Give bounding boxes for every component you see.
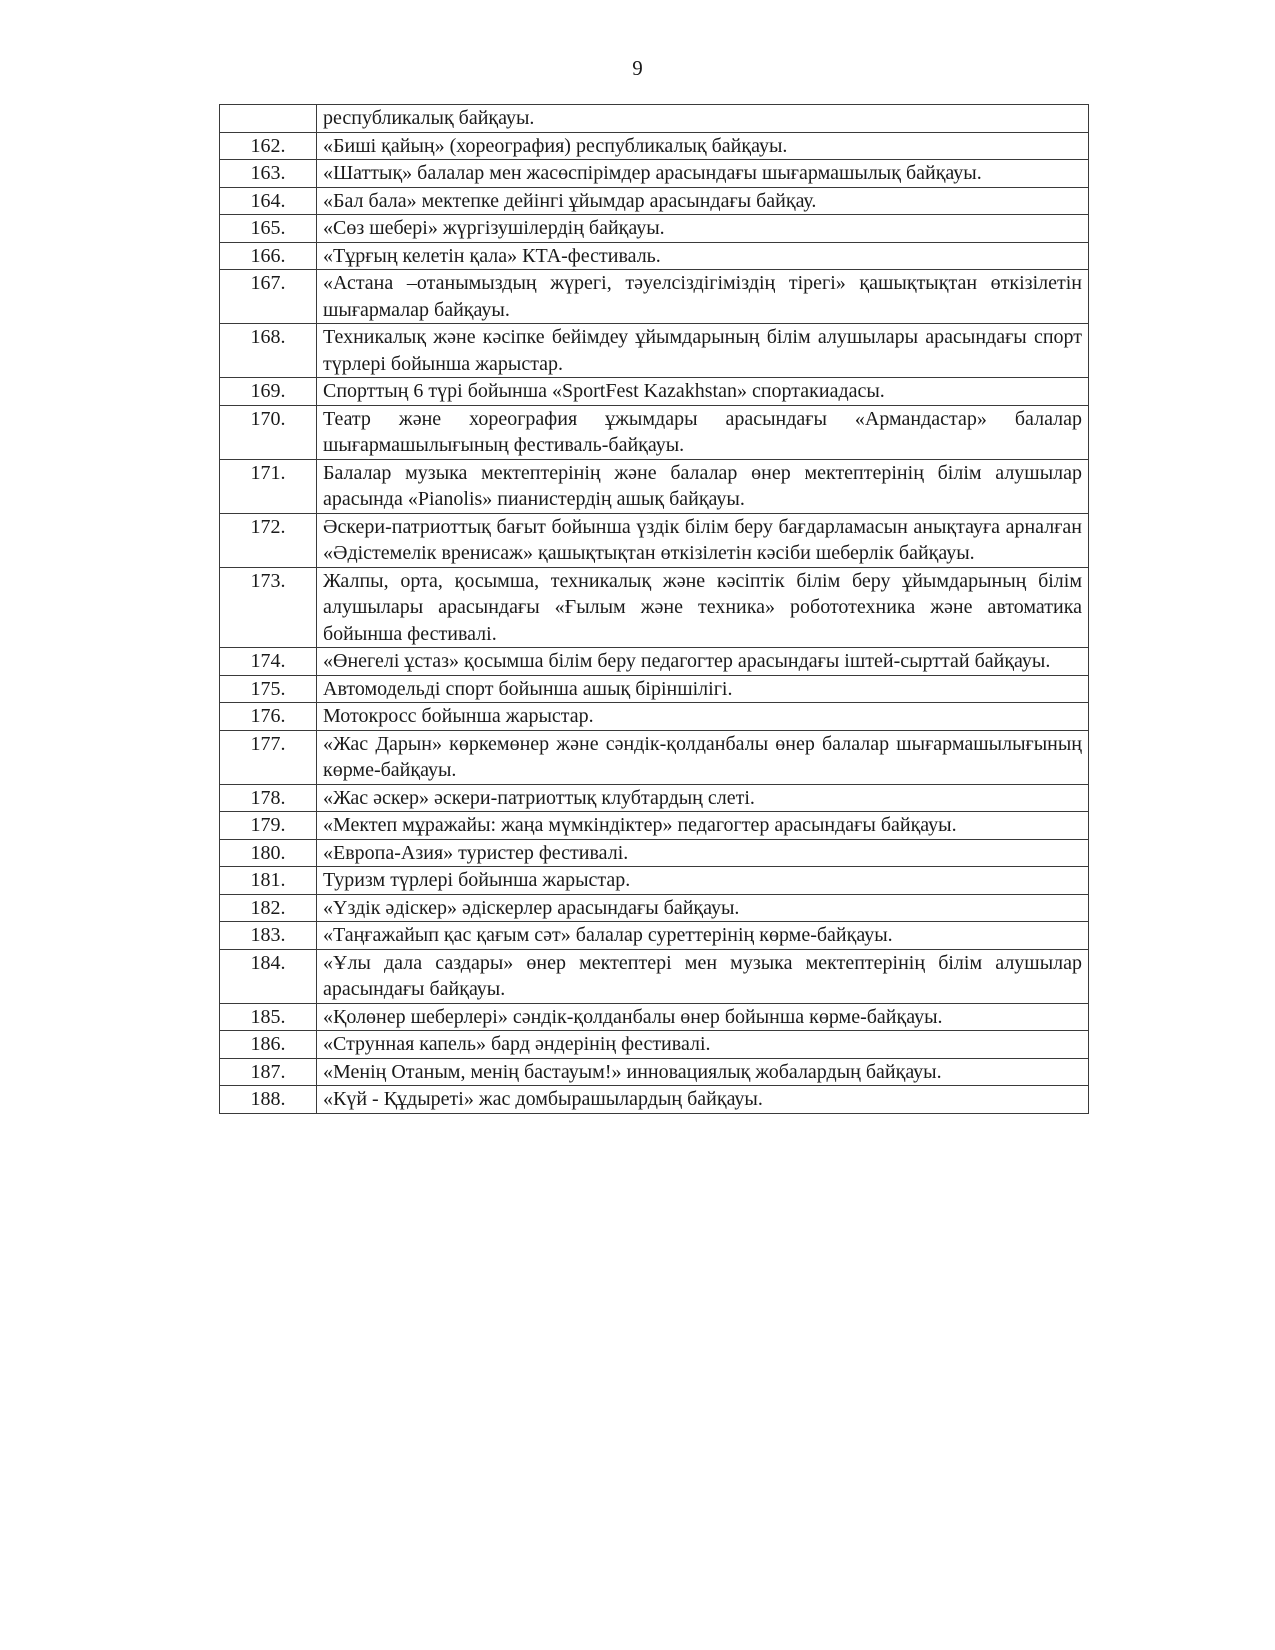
event-title: «Ұлы дала саздары» өнер мектептері мен музыка мектептерінің білім алушылар арасындағы байқауы.: [317, 949, 1089, 1003]
event-title: «Европа-Азия» туристер фестивалі.: [317, 839, 1089, 867]
row-number: 179.: [220, 812, 317, 840]
table-row: [220, 405, 1089, 459]
row-number: 165.: [220, 215, 317, 243]
row-number: 168.: [220, 324, 317, 378]
row-number: 174.: [220, 648, 317, 676]
event-title: Балалар музыка мектептерінің және балалар өнер мектептерінің білім алушылар арасында «Pianolis» пианистердің ашық байқауы.: [317, 459, 1089, 513]
table-row: [220, 1058, 1089, 1086]
event-title: «Струнная капель» бард әндерінің фестивалі.: [317, 1031, 1089, 1059]
table-row: [220, 324, 1089, 378]
event-title: «Жас Дарын» көркемөнер және сәндік-қолданбалы өнер балалар шығармашылығының көрме-байқауы.: [317, 730, 1089, 784]
event-title: Туризм түрлері бойынша жарыстар.: [317, 867, 1089, 895]
row-number: 171.: [220, 459, 317, 513]
table-row: [220, 730, 1089, 784]
event-title: «Шаттық» балалар мен жасөспірімдер арасындағы шығармашылық байқауы.: [317, 160, 1089, 188]
row-number: 181.: [220, 867, 317, 895]
table-row: [220, 839, 1089, 867]
table-row: [220, 567, 1089, 648]
table-row: [220, 459, 1089, 513]
row-number: 180.: [220, 839, 317, 867]
event-title: «Өнегелі ұстаз» қосымша білім беру педагогтер арасындағы іштей-сырттай байқауы.: [317, 648, 1089, 676]
table-row: [220, 187, 1089, 215]
event-title: Техникалық және кәсіпке бейімдеу ұйымдарының білім алушылары арасындағы спорт түрлері бойынша жарыстар.: [317, 324, 1089, 378]
row-number: 163.: [220, 160, 317, 188]
row-number: 166.: [220, 242, 317, 270]
event-title: Театр және хореография ұжымдары арасындағы «Армандастар» балалар шығармашылығының фестиваль-байқауы.: [317, 405, 1089, 459]
row-number: 173.: [220, 567, 317, 648]
row-number: 164.: [220, 187, 317, 215]
row-number: 175.: [220, 675, 317, 703]
event-title: Әскери-патриоттық бағыт бойынша үздік білім беру бағдарламасын анықтауға арналған «Әдістемелік вренисаж» қашықтықтан өткізілетін кәсіби шеберлік байқауы.: [317, 513, 1089, 567]
events-table: [219, 104, 1089, 1114]
table-row: [220, 648, 1089, 676]
row-number: 167.: [220, 270, 317, 324]
row-number: 186.: [220, 1031, 317, 1059]
table-row: [220, 703, 1089, 731]
row-number: 187.: [220, 1058, 317, 1086]
row-number: [220, 105, 317, 133]
row-number: 185.: [220, 1003, 317, 1031]
table-row: [220, 105, 1089, 133]
event-title: «Сөз шебері» жүргізушілердің байқауы.: [317, 215, 1089, 243]
table-row: [220, 160, 1089, 188]
event-title: Мотокросс бойынша жарыстар.: [317, 703, 1089, 731]
row-number: 182.: [220, 894, 317, 922]
event-title: республикалық байқауы.: [317, 105, 1089, 133]
event-title: «Күй - Құдыреті» жас домбырашылардың байқауы.: [317, 1086, 1089, 1114]
row-number: 188.: [220, 1086, 317, 1114]
events-table-body: [220, 105, 1089, 1114]
row-number: 162.: [220, 132, 317, 160]
row-number: 177.: [220, 730, 317, 784]
event-title: «Қолөнер шеберлері» сәндік-қолданбалы өнер бойынша көрме-байқауы.: [317, 1003, 1089, 1031]
table-row: [220, 378, 1089, 406]
row-number: 176.: [220, 703, 317, 731]
table-row: [220, 242, 1089, 270]
table-row: [220, 867, 1089, 895]
event-title: «Жас әскер» әскери-патриоттық клубтардың слеті.: [317, 784, 1089, 812]
table-row: [220, 215, 1089, 243]
table-row: [220, 949, 1089, 1003]
event-title: «Менің Отаным, менің бастауым!» инновациялық жобалардың байқауы.: [317, 1058, 1089, 1086]
table-row: [220, 132, 1089, 160]
table-row: [220, 812, 1089, 840]
table-row: [220, 513, 1089, 567]
table-row: [220, 922, 1089, 950]
table-row: [220, 1031, 1089, 1059]
table-row: [220, 675, 1089, 703]
row-number: 169.: [220, 378, 317, 406]
row-number: 183.: [220, 922, 317, 950]
row-number: 170.: [220, 405, 317, 459]
event-title: «Таңғажайып қас қағым сәт» балалар суреттерінің көрме-байқауы.: [317, 922, 1089, 950]
table-row: [220, 1086, 1089, 1114]
table-row: [220, 270, 1089, 324]
event-title: «Үздік әдіскер» әдіскерлер арасындағы байқауы.: [317, 894, 1089, 922]
event-title: «Мектеп мұражайы: жаңа мүмкіндіктер» педагогтер арасындағы байқауы.: [317, 812, 1089, 840]
page-number: 9: [632, 56, 643, 80]
row-number: 172.: [220, 513, 317, 567]
event-title: Спорттың 6 түрі бойынша «SportFest Kazakhstan» спортакиадасы.: [317, 378, 1089, 406]
event-title: Жалпы, орта, қосымша, техникалық және кәсіптік білім беру ұйымдарының білім алушылары арасындағы «Ғылым және техника» робототехника және автоматика бойынша фестивалі.: [317, 567, 1089, 648]
table-row: [220, 1003, 1089, 1031]
table-row: [220, 894, 1089, 922]
table-row: [220, 784, 1089, 812]
event-title: «Астана –отанымыздың жүрегі, тәуелсіздігіміздің тірегі» қашықтықтан өткізілетін шығармалар байқауы.: [317, 270, 1089, 324]
event-title: «Биші қайың» (хореография) республикалық байқауы.: [317, 132, 1089, 160]
event-title: Автомодельді спорт бойынша ашық біріншілігі.: [317, 675, 1089, 703]
event-title: «Тұрғың келетін қала» КТА-фестиваль.: [317, 242, 1089, 270]
row-number: 184.: [220, 949, 317, 1003]
event-title: «Бал бала» мектепке дейінгі ұйымдар арасындағы байқау.: [317, 187, 1089, 215]
row-number: 178.: [220, 784, 317, 812]
